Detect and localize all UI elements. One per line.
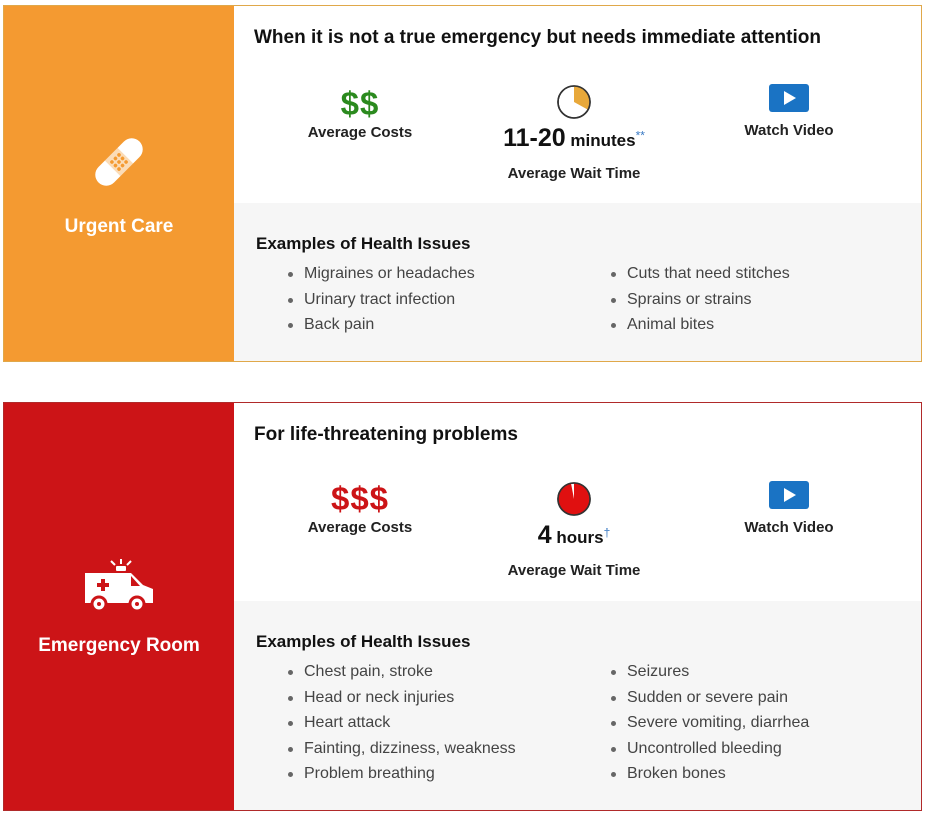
emergency-room-examples xyxy=(234,601,921,810)
play-video-icon[interactable] xyxy=(769,84,809,112)
emergency-room-card xyxy=(3,402,922,811)
list-item: Seizures xyxy=(607,659,809,685)
urgent-care-wait xyxy=(484,84,664,182)
examples-title: Examples of Health Issues xyxy=(256,234,471,253)
list-item: Back pain xyxy=(284,312,475,338)
cost-label: Average Costs xyxy=(307,124,413,141)
play-video-icon[interactable] xyxy=(769,481,809,509)
urgent-care-watch-video-button[interactable] xyxy=(737,84,841,139)
clock-icon xyxy=(556,84,592,120)
urgent-care-cost xyxy=(304,86,416,141)
bandage-icon xyxy=(87,130,151,194)
emergency-room-headline: For life-threatening problems xyxy=(254,424,518,445)
examples-list-right xyxy=(607,261,790,338)
clock-icon xyxy=(556,481,592,517)
list-item: Uncontrolled bleeding xyxy=(607,736,809,762)
list-item: Animal bites xyxy=(607,312,790,338)
watch-video-label[interactable]: Watch Video xyxy=(744,122,834,139)
wait-time-unit: hours xyxy=(551,528,604,547)
list-item: Problem breathing xyxy=(284,761,516,787)
list-item: Migraines or headaches xyxy=(284,261,475,287)
emergency-room-watch-video-button[interactable] xyxy=(737,481,841,536)
list-item: Severe vomiting, diarrhea xyxy=(607,710,809,736)
wait-time-value: 4 xyxy=(537,521,552,549)
emergency-room-summary xyxy=(234,403,921,601)
emergency-room-title: Emergency Room xyxy=(38,634,200,656)
urgent-care-card xyxy=(3,5,922,362)
examples-list-right xyxy=(607,659,809,787)
list-item: Heart attack xyxy=(284,710,516,736)
list-item: Sudden or severe pain xyxy=(607,685,809,711)
urgent-care-examples xyxy=(234,203,921,361)
urgent-care-summary xyxy=(234,6,921,203)
urgent-care-title: Urgent Care xyxy=(64,215,174,237)
wait-time-label: Average Wait Time xyxy=(507,562,641,579)
list-item: Head or neck injuries xyxy=(284,685,516,711)
wait-time-unit: minutes xyxy=(565,131,636,150)
list-item: Sprains or strains xyxy=(607,287,790,313)
wait-footnote-mark: † xyxy=(603,525,611,540)
urgent-care-sidebar xyxy=(4,6,234,361)
wait-time-label: Average Wait Time xyxy=(507,165,641,182)
list-item: Cuts that need stitches xyxy=(607,261,790,287)
cost-symbol: $$ xyxy=(340,85,380,122)
urgent-care-headline: When it is not a true emergency but needs immediate attention xyxy=(254,27,821,48)
ambulance-icon xyxy=(81,557,157,613)
list-item: Chest pain, stroke xyxy=(284,659,516,685)
list-item: Urinary tract infection xyxy=(284,287,475,313)
cost-label: Average Costs xyxy=(307,519,413,536)
watch-video-label[interactable]: Watch Video xyxy=(744,519,834,536)
list-item: Broken bones xyxy=(607,761,809,787)
examples-list-left xyxy=(284,261,475,338)
emergency-room-sidebar xyxy=(4,403,234,810)
examples-title: Examples of Health Issues xyxy=(256,632,471,651)
examples-list-left xyxy=(284,659,516,787)
emergency-room-cost xyxy=(304,481,416,536)
list-item: Fainting, dizziness, weakness xyxy=(284,736,516,762)
wait-time-value: 11-20 xyxy=(503,124,566,152)
emergency-room-wait xyxy=(484,481,664,579)
wait-footnote-mark: ** xyxy=(635,128,645,143)
cost-symbol: $$$ xyxy=(330,480,390,517)
